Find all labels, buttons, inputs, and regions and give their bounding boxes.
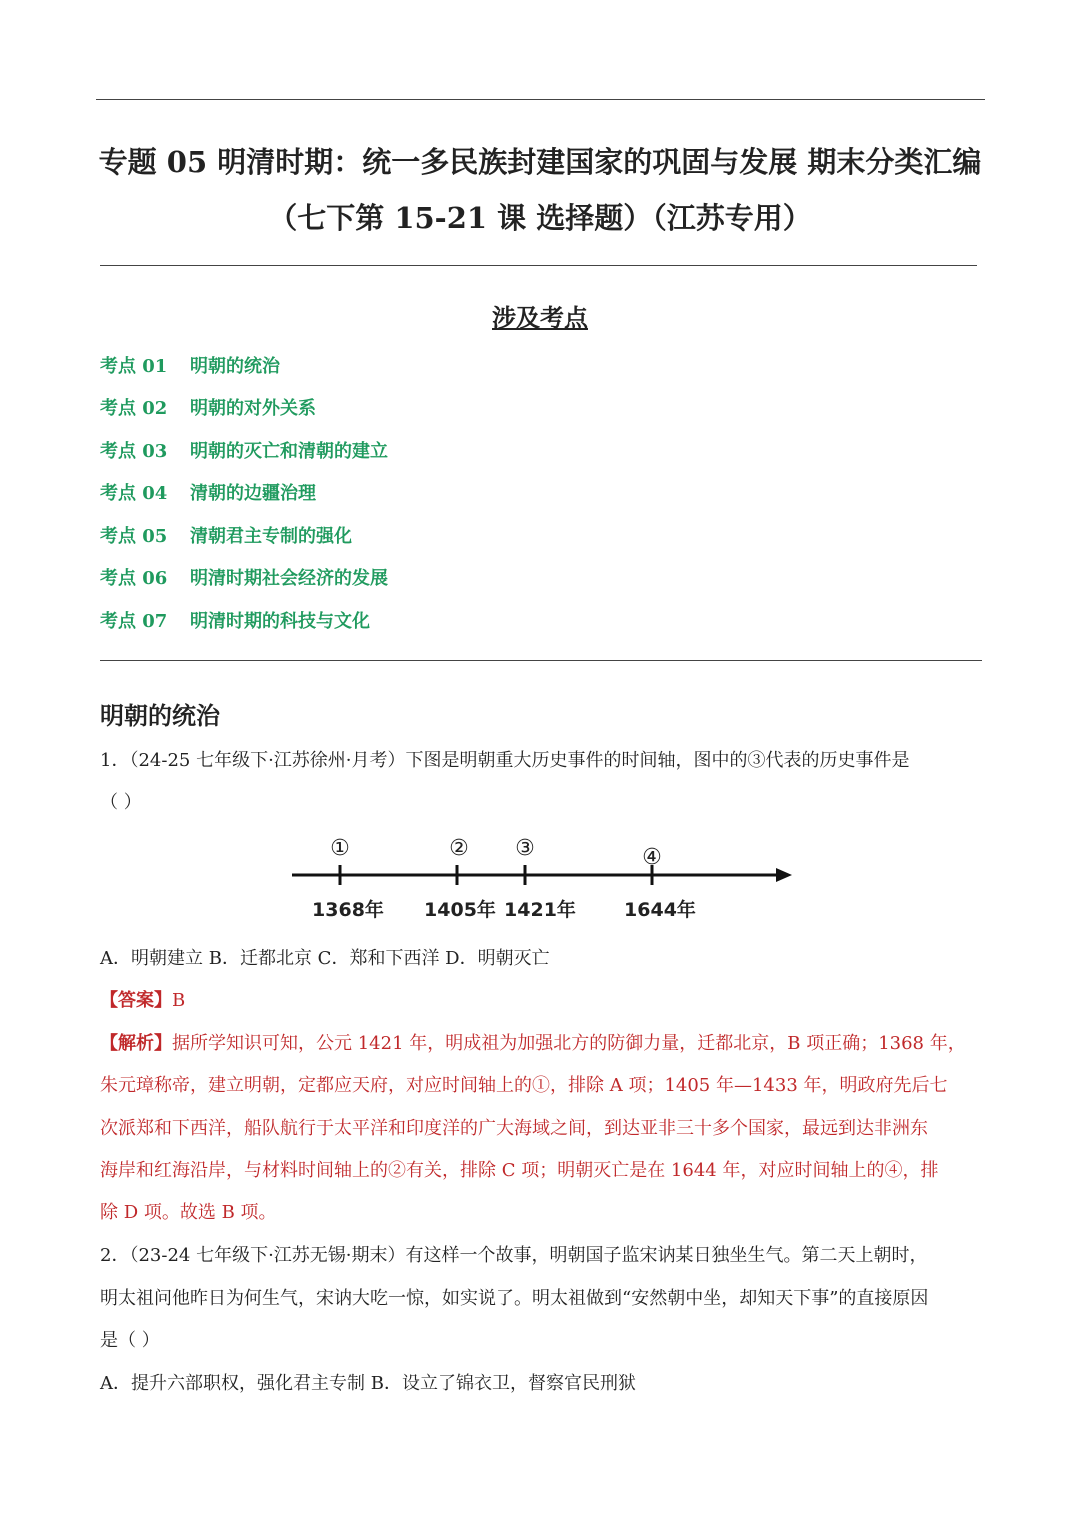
keypoint-number: 考点 03 [100, 441, 168, 462]
keypoints-divider [100, 660, 982, 661]
timeline-marker: ④ [642, 845, 662, 870]
timeline-year: 1644年 [624, 899, 696, 921]
keypoint-number: 考点 05 [100, 526, 168, 547]
q1-analysis-line5: 除 D 项。故选 B 项。 [100, 1202, 277, 1223]
timeline-year: 1421年 [504, 899, 576, 921]
q1-stem-line1: 1．（24-25 七年级下·江苏徐州·月考）下图是明朝重大历史事件的时间轴，图中的③代表的历史事件是 [100, 750, 910, 771]
keypoint-title: 清朝的边疆治理 [190, 483, 316, 504]
q1-analysis-line4: 海岸和红海沿岸，与材料时间轴上的②有关，排除 C 项；明朝灭亡是在 1644 年，对应时间轴上的④，排 [100, 1160, 939, 1181]
q1-analysis-line2: 朱元璋称帝，建立明朝，定都应天府，对应时间轴上的①，排除 A 项；1405 年—1433 年，明政府先后七 [100, 1075, 948, 1096]
keypoint-title: 明朝的对外关系 [190, 398, 316, 419]
section-heading: 涉及考点 [492, 303, 588, 332]
q1-stem-line2: （ ） [100, 792, 142, 813]
keypoint-number: 考点 02 [100, 398, 168, 419]
title-divider [100, 265, 977, 266]
keypoint-number: 考点 07 [100, 611, 168, 632]
keypoint-title: 清朝君主专制的强化 [190, 526, 352, 547]
keypoint-title: 明朝的统治 [190, 356, 280, 377]
document-title-line1: 专题 05 明清时期：统一多民族封建国家的巩固与发展 期末分类汇编 [98, 145, 982, 179]
keypoint-number: 考点 01 [100, 356, 168, 377]
timeline-arrow-icon [776, 868, 792, 882]
keypoint-number: 考点 06 [100, 568, 168, 589]
keypoint-title: 明清时期的科技与文化 [190, 611, 370, 632]
analysis-text: 据所学知识可知，公元 1421 年，明成祖为加强北方的防御力量，迁都北京，B 项正确；1368 年， [172, 1033, 966, 1054]
timeline-marker: ① [330, 836, 350, 861]
answer-value: B [172, 990, 186, 1011]
q1-analysis-line1 [100, 1023, 966, 1065]
q1-options: A．明朝建立 B．迁都北京 C．郑和下西洋 D．明朝灭亡 [100, 948, 550, 969]
q1-answer [100, 980, 185, 1022]
document-title-line2: （七下第 15-21 课 选择题）（江苏专用） [268, 201, 812, 235]
keypoint-title: 明朝的灭亡和清朝的建立 [190, 441, 388, 462]
timeline-year: 1368年 [312, 899, 384, 921]
answer-tag: 【答案】 [100, 990, 172, 1011]
q2-stem-line3: 是（ ） [100, 1330, 160, 1351]
q2-options: A．提升六部职权，强化君主专制 B．设立了锦衣卫，督察官民刑狱 [100, 1373, 636, 1394]
q2-stem-line1: 2．（23-24 七年级下·江苏无锡·期末）有这样一个故事，明朝国子监宋讷某日独坐生气。第二天上朝时， [100, 1245, 928, 1266]
analysis-tag: 【解析】 [100, 1033, 172, 1054]
timeline-figure [280, 830, 810, 930]
q1-analysis-line3: 次派郑和下西洋，船队航行于太平洋和印度洋的广大海域之间，到达亚非三十多个国家，最远到达非洲东 [100, 1118, 928, 1139]
keypoint-number: 考点 04 [100, 483, 168, 504]
category-heading: 明朝的统治 [100, 701, 220, 730]
timeline-year: 1405年 [424, 899, 496, 921]
q2-stem-line2: 明太祖问他昨日为何生气，宋讷大吃一惊，如实说了。明太祖做到“安然朝中坐，却知天下事”的直接原因 [100, 1288, 929, 1309]
timeline-marker: ③ [515, 836, 535, 861]
top-divider [96, 99, 985, 100]
timeline-marker: ② [449, 836, 469, 861]
keypoint-title: 明清时期社会经济的发展 [190, 568, 388, 589]
